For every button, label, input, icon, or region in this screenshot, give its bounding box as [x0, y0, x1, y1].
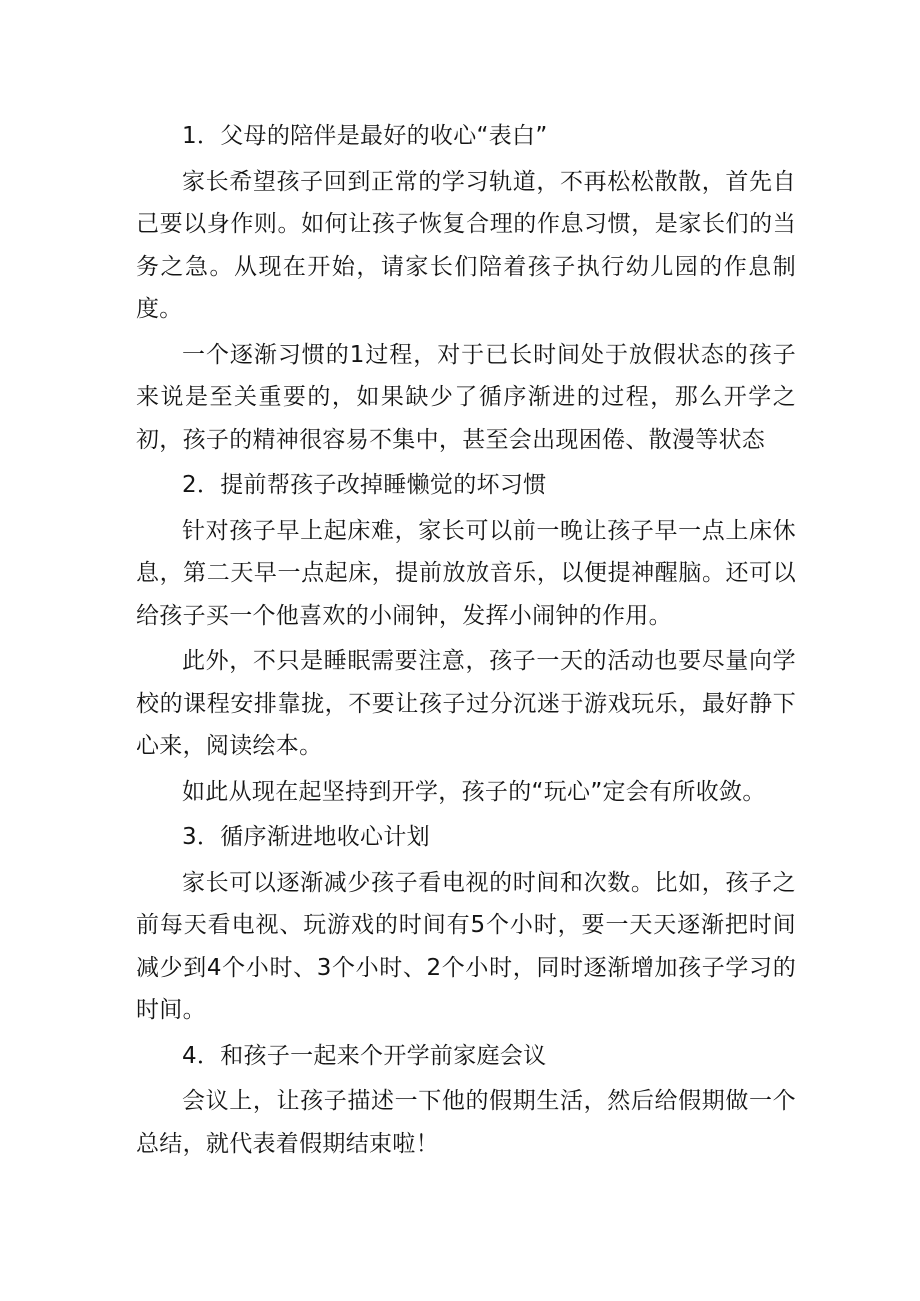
body-paragraph: 一个逐渐习惯的1过程，对于已长时间处于放假状态的孩子来说是至关重要的，如果缺少了循序渐进的过程，那么开学之初，孩子的精神很容易不集中，甚至会出现困倦、散漫等状态 — [136, 341, 796, 453]
article-body — [136, 112, 796, 1165]
section-heading: 4．和孩子一起来个开学前家庭会议 — [182, 1042, 547, 1069]
body-paragraph: 会议上，让孩子描述一下他的假期生活，然后给假期做一个总结，就代表着假期结束啦！ — [136, 1088, 796, 1157]
section-heading: 3．循序渐进地收心计划 — [182, 824, 430, 850]
body-paragraph: 家长希望孩子回到正常的学习轨道，不再松松散散，首先自己要以身作则。如何让孩子恢复合理的作息习惯，是家长们的当务之急。从现在开始，请家长们陪着孩子执行幼儿园的作息制度。 — [136, 168, 796, 322]
body-paragraph: 家长可以逐渐减少孩子看电视的时间和次数。比如，孩子之前每天看电视、玩游戏的时间有5个小时，要一天天逐渐把时间减少到4个小时、3个小时、2个小时，同时逐渐增加孩子学习的时间。 — [136, 869, 796, 1023]
section-heading: 1．父母的陪伴是最好的收心“表白” — [182, 123, 548, 149]
body-paragraph: 此外，不只是睡眠需要注意，孩子一天的活动也要尽量向学校的课程安排靠拢，不要让孩子过分沉迷于游戏玩乐，最好静下心来，阅读绘本。 — [136, 648, 796, 759]
body-paragraph: 如此从现在起坚持到开学，孩子的“玩心”定会有所收敛。 — [182, 778, 766, 805]
body-paragraph: 针对孩子早上起床难，家长可以前一晚让孩子早一点上床休息，第二天早一点起床，提前放放音乐，以便提神醒脑。还可以给孩子买一个他喜欢的小闹钟，发挥小闹钟的作用。 — [136, 517, 796, 629]
section-heading: 2．提前帮孩子改掉睡懒觉的坏习惯 — [182, 472, 547, 498]
